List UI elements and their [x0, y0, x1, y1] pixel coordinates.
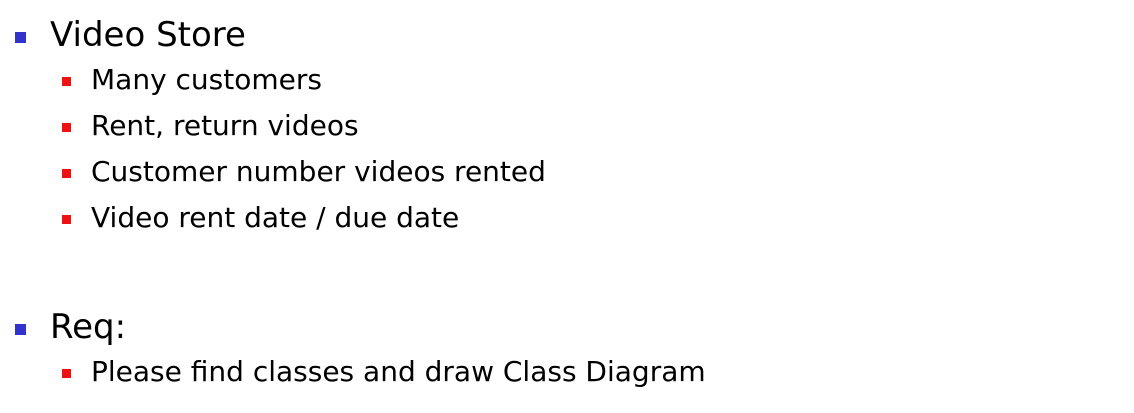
square-bullet-icon: [15, 324, 26, 335]
square-bullet-icon: [62, 369, 71, 378]
list-item-text: Customer number videos rented: [91, 155, 546, 188]
square-bullet-icon: [15, 32, 26, 43]
square-bullet-icon: [62, 215, 71, 224]
square-bullet-icon: [62, 77, 71, 86]
square-bullet-icon: [62, 169, 71, 178]
list-item-text: Please find classes and draw Class Diagram: [91, 355, 706, 388]
list-item-text: Rent, return videos: [91, 109, 359, 142]
list-item-text: Many customers: [91, 63, 322, 96]
list-item-text: Video rent date / due date: [91, 201, 460, 234]
section-heading: Video Store: [50, 15, 246, 55]
section-heading: Req:: [50, 307, 127, 347]
square-bullet-icon: [62, 123, 71, 132]
